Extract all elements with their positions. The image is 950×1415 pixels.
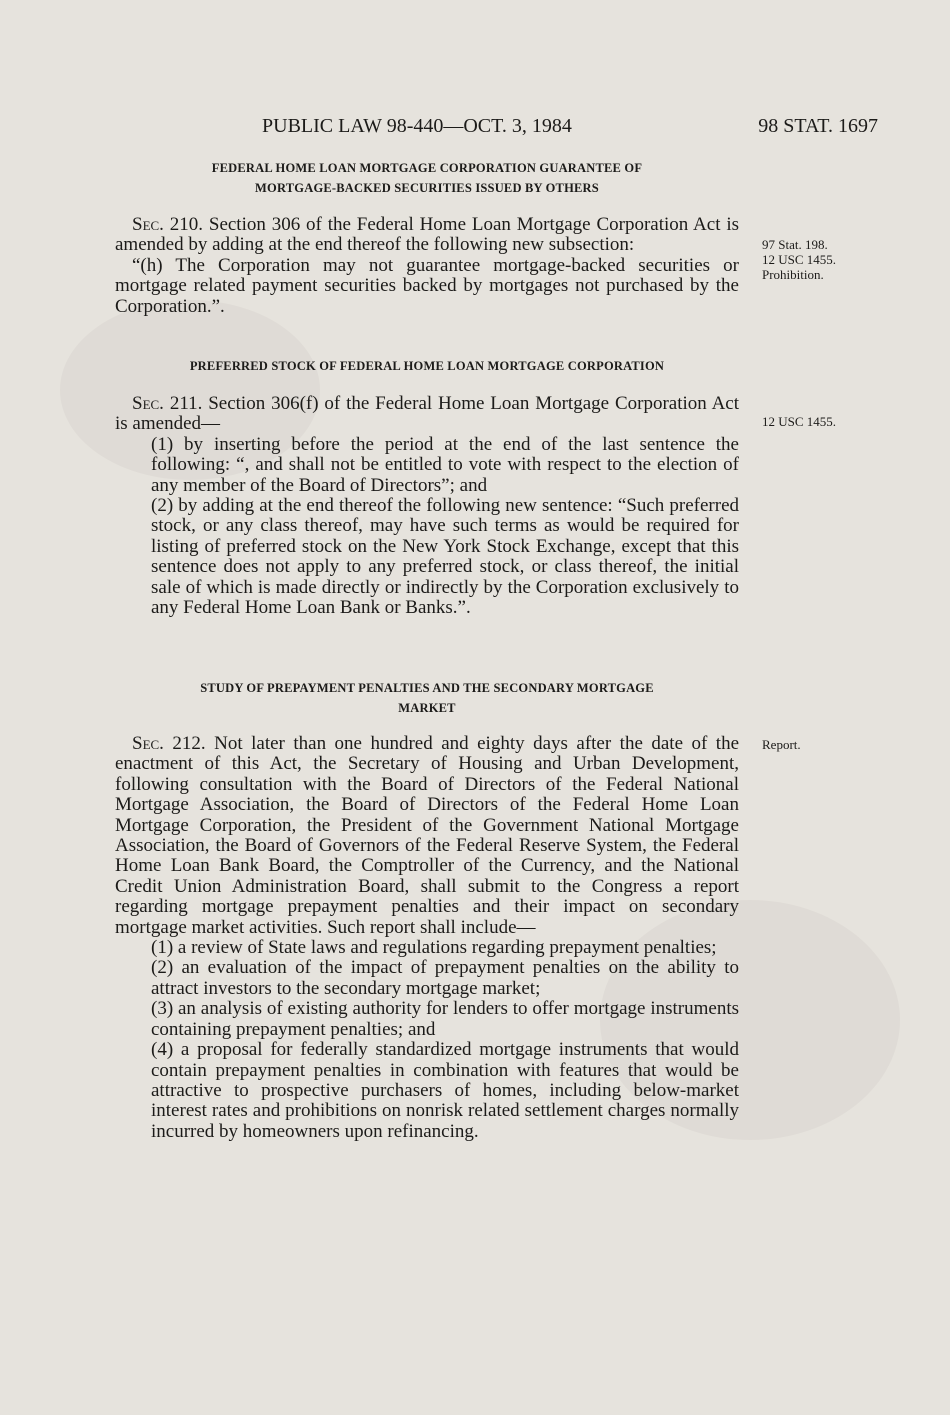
section-211-item-1: (1) by inserting before the period at the end of the last sentence the following: “, and shall not be entitled to vote with respect to the election of any member of the Board of Directors”; and	[151, 433, 739, 496]
section-211	[115, 356, 739, 618]
margin-note-212: Report.	[762, 737, 801, 752]
section-212-item-3: (3) an analysis of existing authority for lenders to offer mortgage instruments containing prepayment penalties; and	[151, 998, 739, 1040]
section-212-item-4: (4) a proposal for federally standardized mortgage instruments that would contain prepayment penalties in combination with features that would be attractive to prospective purchasers of homes, including below-market interest rates and prohibitions on nonrisk related settlement charges normally incurred by homeowners upon refinancing.	[151, 1039, 739, 1142]
margin-note-210	[762, 237, 836, 282]
section-211-text: 211. Section 306(f) of the Federal Home Loan Mortgage Corporation Act is amended—	[115, 393, 740, 435]
section-212-heading	[115, 678, 739, 718]
sec-label: Sec.	[132, 393, 164, 414]
section-212-item-2: (2) an evaluation of the impact of prepayment penalties on the ability to attract investors to the secondary mortgage market;	[151, 957, 739, 999]
running-head	[0, 115, 950, 145]
law-citation: PUBLIC LAW 98-440—OCT. 3, 1984	[262, 115, 572, 137]
section-210-text: 210. Section 306 of the Federal Home Loan Mortgage Corporation Act is amended by adding at the end thereof the following new subsection:	[115, 214, 739, 256]
section-211-body	[115, 394, 739, 435]
section-210-heading	[115, 158, 739, 198]
margin-note-prohibition: Prohibition.	[762, 267, 824, 282]
section-210-subsection-h: “(h) The Corporation may not guarantee mortgage-backed securities or mortgage related payment securities backed by mortgages not purchased by the Corporation.”.	[115, 254, 739, 317]
section-210	[115, 158, 739, 317]
stat-page-number: 98 STAT. 1697	[758, 115, 878, 137]
section-210-body	[115, 215, 739, 256]
margin-note-usc: 12 USC 1455.	[762, 252, 837, 267]
heading-line: FEDERAL HOME LOAN MORTGAGE CORPORATION GUARANTEE OF	[211, 161, 643, 175]
heading-line: MORTGAGE-BACKED SECURITIES ISSUED BY OTHERS	[255, 181, 599, 195]
section-212-item-1: (1) a review of State laws and regulations regarding prepayment penalties;	[151, 937, 717, 959]
sec-label: Sec.	[132, 733, 164, 754]
heading-line: STUDY OF PREPAYMENT PENALTIES AND THE SECONDARY MORTGAGE	[200, 681, 654, 695]
heading-line: MARKET	[398, 701, 456, 715]
section-212-body	[115, 734, 739, 938]
section-212-text: 212. Not later than one hundred and eighty days after the date of the enactment of this Act, the Secretary of Housing and Urban Development, following consultation with the Board of Directors of the Federal National Mortgage Association, the Board of Directors of the Federal Home Loan Mortgage Corporation, the President of the Government National Mortgage Association, the Board of Governors of the Federal Reserve System, the Federal Home Loan Bank Board, the Comptroller of the Currency, and the National Credit Union Administration Board, shall submit to the Congress a report regarding mortgage prepayment penalties and their impact on secondary mortgage market activities. Such report shall include—	[115, 733, 739, 938]
margin-note-211: 12 USC 1455.	[762, 414, 837, 429]
section-211-item-2: (2) by adding at the end thereof the following new sentence: “Such preferred stock, or any class thereof, may have such terms as would be required for listing of preferred stock on the New York Stock Exchange, except that this sentence does not apply to any preferred stock, or class thereof, the initial sale of which is made directly or indirectly by the Corporation exclusively to any Federal Home Loan Bank or Banks.”.	[151, 495, 739, 619]
margin-note-stat: 97 Stat. 198.	[762, 237, 828, 252]
section-211-heading: PREFERRED STOCK OF FEDERAL HOME LOAN MORTGAGE CORPORATION	[189, 359, 665, 373]
section-212	[115, 678, 739, 1142]
sec-label: Sec.	[132, 214, 164, 235]
